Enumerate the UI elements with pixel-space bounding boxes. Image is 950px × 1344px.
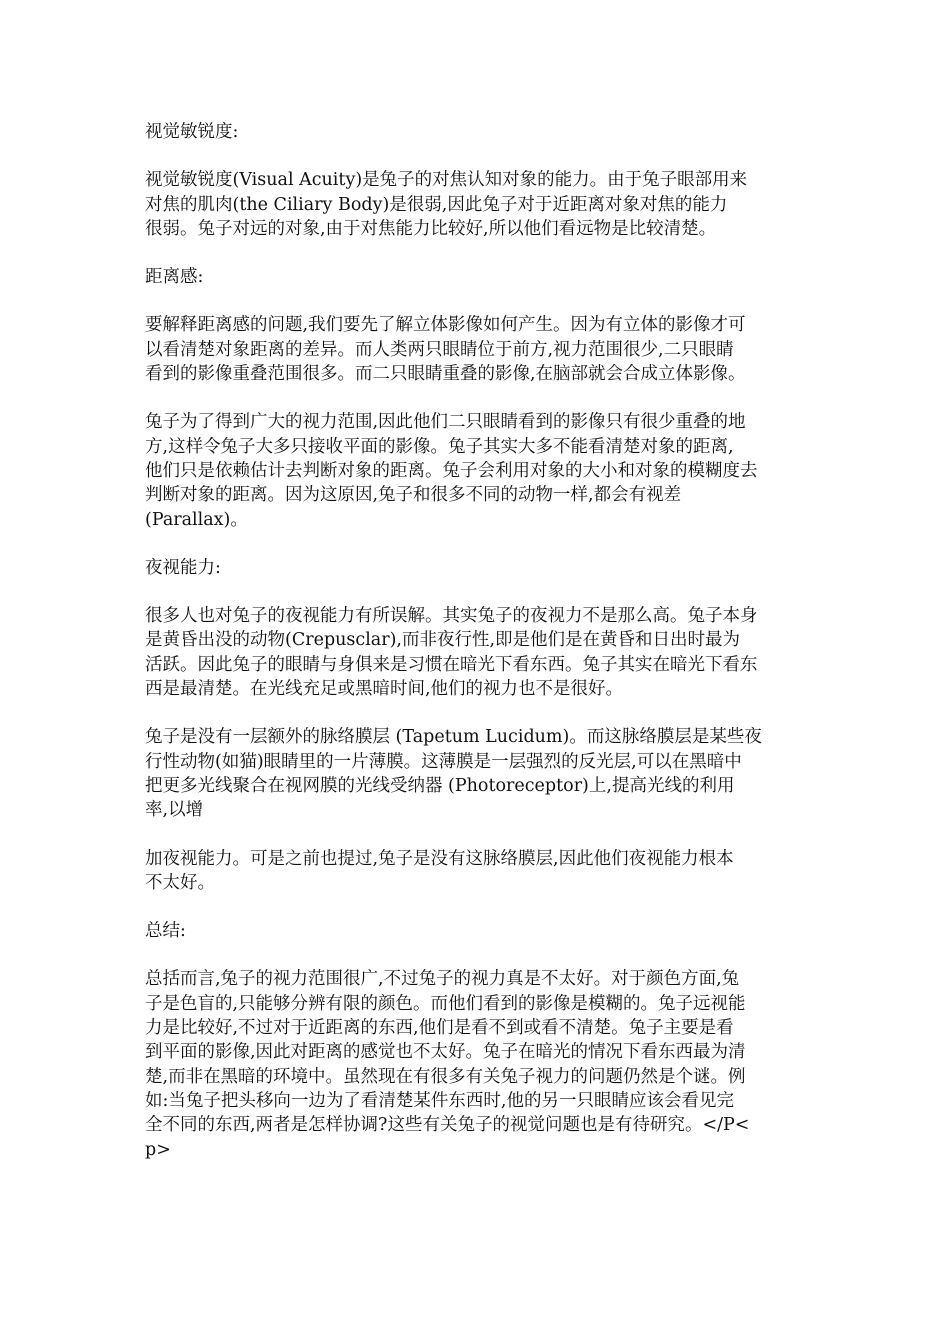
paragraph-night-vision: 很多人也对兔子的夜视能力有所误解。其实兔子的夜视力不是那么高。兔子本身 是黄昏出没的动物(Crepusclar),而非夜行性,即是他们是在黄昏和日出时最为 活跃。因此兔子的眼睛与身俱来是习惯在暗光下看东西。兔子其实在暗光下看东 西是最清楚。在光线充足或黑暗时间,他们的视力也不是很好。	[145, 606, 758, 700]
heading-visual-acuity: 视觉敏锐度:	[145, 122, 239, 142]
paragraph-tapetum-continued: 加夜视能力。可是之前也提过,兔子是没有这脉络膜层,因此他们夜视能力根本 不太好。	[145, 848, 734, 893]
paragraph-stereo-vision: 要解释距离感的问题,我们要先了解立体影像如何产生。因为有立体的影像才可 以看清楚对象距离的差异。而人类两只眼睛位于前方,视力范围很少,二只眼睛 看到的影像重叠范围很多。而二只眼睛重叠的影像,在脑部就会合成立体影像。	[145, 315, 746, 385]
paragraph-summary: 总括而言,兔子的视力范围很广,不过兔子的视力真是不太好。对于颜色方面,兔 子是色盲的,只能够分辨有限的颜色。而他们看到的影像是模糊的。兔子远视能 力是比较好,不过对于近距离的东西,他们是看不到或看不清楚。兔子主要是看 到平面的影像,因此对距离的感觉也不太好。兔子在暗光的情况下看东西最为清 楚,而非在黑暗的环境中。虽然现在有很多有关兔子视力的问题仍然是个谜。例 如:当兔子把头移向一边为了看清楚某件东西时,他的另一只眼睛应该会看见完 全不同的东西,两者是怎样协调?这些有关兔子的视觉问题也是有待研究。</P< p>	[145, 969, 750, 1160]
paragraph-visual-acuity: 视觉敏锐度(Visual Acuity)是兔子的对焦认知对象的能力。由于兔子眼部用来 对焦的肌肉(the Ciliary Body)是很弱,因此兔子对于近距离对象对焦的能力 很弱。兔子对远的对象,由于对焦能力比较好,所以他们看远物是比较清楚。	[145, 170, 748, 239]
document-body	[145, 120, 810, 1186]
paragraph-tapetum: 兔子是没有一层额外的脉络膜层 (Tapetum Lucidum)。而这脉络膜层是某些夜 行性动物(如猫)眼睛里的一片薄膜。这薄膜是一层强烈的反光层,可以在黑暗中 把更多光线聚合在视网膜的光线受纳器 (Photoreceptor)上,提高光线的利用 率,以增	[145, 727, 762, 821]
heading-summary: 总结:	[145, 921, 186, 942]
heading-depth-perception: 距离感:	[145, 267, 204, 288]
paragraph-rabbit-depth: 兔子为了得到广大的视力范围,因此他们二只眼睛看到的影像只有很少重叠的地 方,这样令兔子大多只接收平面的影像。兔子其实大多不能看清楚对象的距离, 他们只是依赖估计去判断对象的距离。兔子会利用对象的大小和对象的模糊度去 判断对象的距离。因为这原因,兔子和很多不同的动物一样,都会有视差 (Parallax)。	[145, 412, 758, 530]
heading-night-vision: 夜视能力:	[145, 557, 221, 578]
